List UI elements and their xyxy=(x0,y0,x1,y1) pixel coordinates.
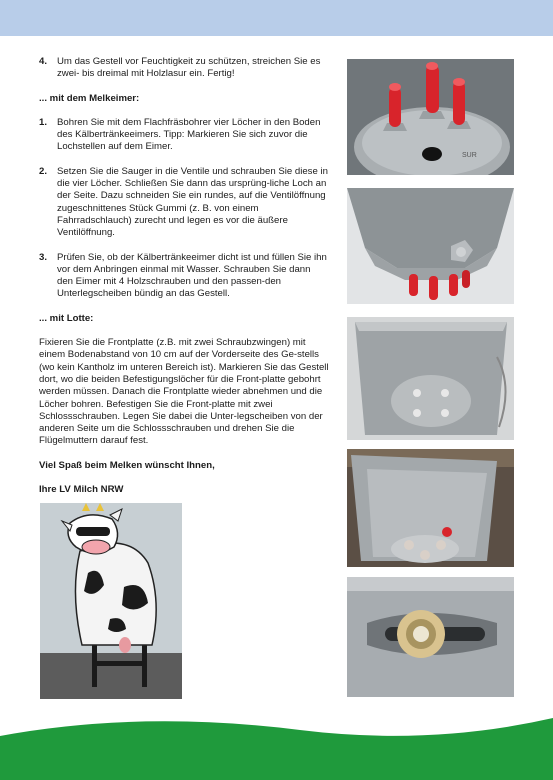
photo-bolt-washer xyxy=(347,577,514,697)
step-number: 4. xyxy=(39,56,48,67)
heading-lotte: ... mit Lotte: xyxy=(39,312,94,324)
step-text: Bohren Sie mit dem Flachfräsbohrer vier Löcher in den Boden des Kälbertränkeeimers. Tipp: Markieren Sie sich zuvor die Lochstellen auf dem Eimer. xyxy=(57,116,321,153)
step-text: Setzen Sie die Sauger in die Ventile und schrauben Sie diese in die vier Löcher. Schließen Sie dann das ursprüng-liche Loch an der Seite. Dazu schneiden Sie ein rundes, auf die Ventilöffnung zugeschnittenes Stück Gummi (z. B. von einem Fahrradschlauch) zurecht und legen es vor die äußere Ventilöffnung. xyxy=(57,165,328,239)
photo-bucket-bottom-teats xyxy=(347,59,514,175)
photo-bucket-side-valve xyxy=(347,188,514,304)
step-text: Prüfen Sie, ob der Kälbertränkeeimer dicht ist und füllen Sie ihn vor dem Anbringen einmal mit Wasser. Schrauben Sie dann den Eimer mit 4 Holzschrauben und den passen-den Unterlegscheiben bündig an das Gestell. xyxy=(57,251,327,300)
header-band xyxy=(0,0,553,36)
embossed-label: SUR xyxy=(462,152,477,159)
photo-bucket-mounted xyxy=(347,449,514,567)
step-number: 2. xyxy=(39,165,48,177)
photo-cow-frontplate xyxy=(40,503,182,699)
heading-melkeimer: ... mit dem Melkeimer: xyxy=(39,92,140,104)
signature: Ihre LV Milch NRW xyxy=(39,484,124,496)
photo-bucket-inside xyxy=(347,317,514,440)
step-number: 3. xyxy=(39,251,48,263)
step-number: 1. xyxy=(39,116,48,128)
closing-wish: Viel Spaß beim Melken wünscht Ihnen, xyxy=(39,459,215,471)
melkeimer-step-3 xyxy=(39,252,329,301)
step-4 xyxy=(39,56,329,81)
lotte-paragraph: Fixieren Sie die Frontplatte (z.B. mit zwei Schraubzwingen) mit einem Bodenabstand von 10 cm auf der Vorderseite des Ge-stells (wo kein Kantholz im unteren Bereich ist). Markieren Sie das Gestell dort, wo die beiden Befestigungslöcher für die Front-platte gebohrt werden müssen. Danach die Frontplatte wieder abnehmen und die Löcher bohren. Befestigen Sie die Front-platte mit zwei Schlossschrauben. Legen Sie dabei die Unter-legscheiben von der anderen Seite um die Schlossschrauben und drehen Sie die Flügelmuttern darauf fest. xyxy=(39,337,329,447)
footer-wave xyxy=(0,700,553,780)
melkeimer-step-2 xyxy=(39,166,329,240)
melkeimer-step-1 xyxy=(39,117,329,154)
step-text: Um das Gestell vor Feuchtigkeit zu schützen, streichen Sie es zwei- bis dreimal mit Holzlasur ein. Fertig! xyxy=(57,56,321,80)
instructions-column xyxy=(39,56,329,508)
